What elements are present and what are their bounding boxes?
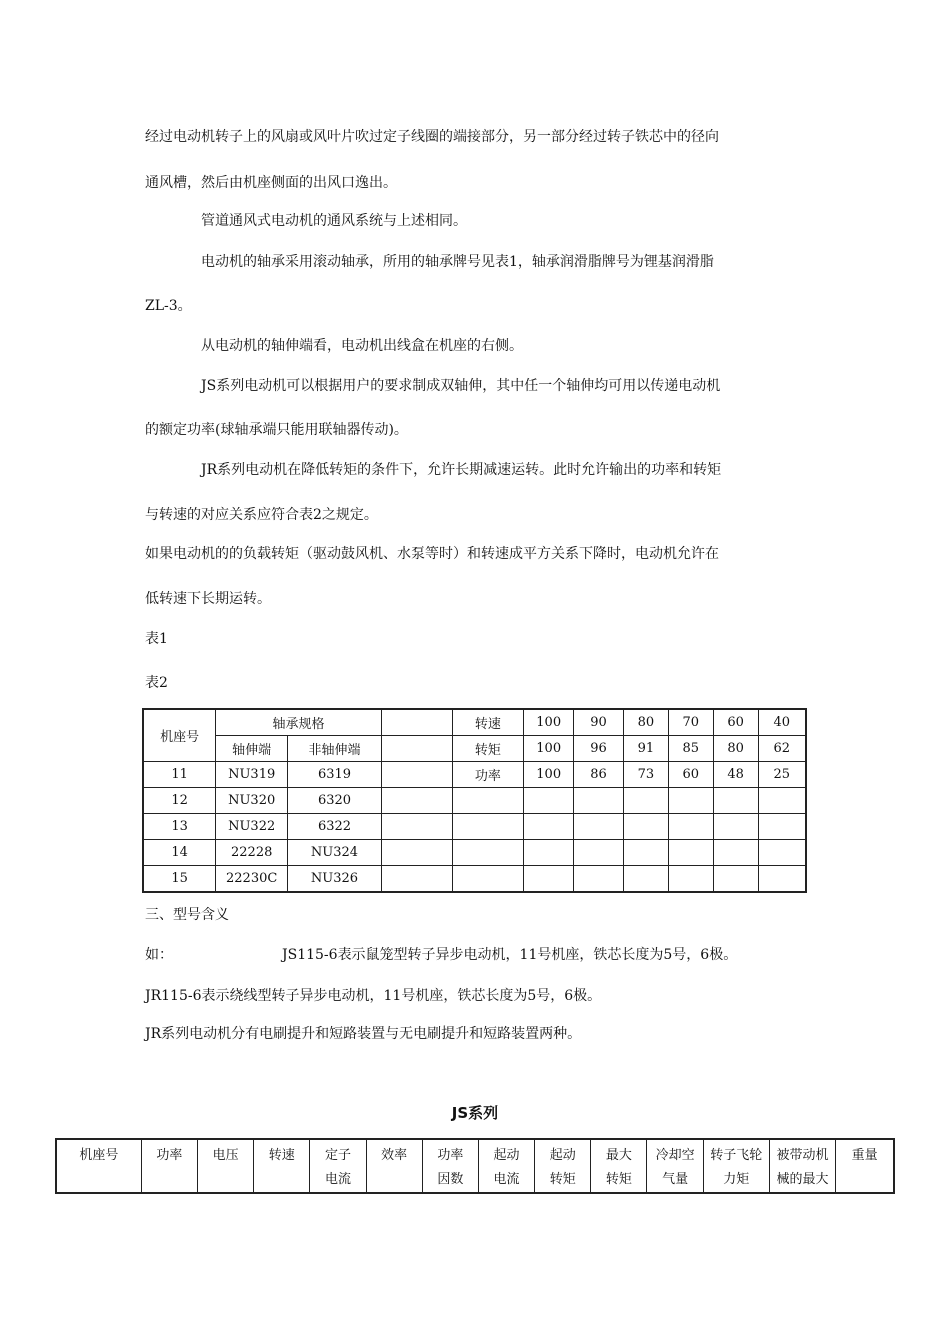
empty-cell [381,762,452,788]
table-row [143,788,806,814]
cell: 25 [758,762,806,788]
row-label: 转速 [452,709,524,736]
column-header: 被带动机 械的最大 [769,1139,835,1193]
cell: 60 [668,762,713,788]
column-header: 电压 [197,1139,253,1193]
paragraph-line: 如果电动机的的负载转矩（驱动鼓风机、水泵等时）和转速成平方关系下降时，电动机允许在 [145,546,719,562]
cell: 70 [668,709,713,736]
paragraph-line: 低转速下长期运转。 [145,591,271,607]
column-header: 最大 转矩 [591,1139,647,1193]
cell: NU322 [216,814,288,840]
paragraph-line: 管道通风式电动机的通风系统与上述相同。 [201,213,467,229]
section-heading: 三、型号含义 [145,907,229,923]
cell: 73 [623,762,668,788]
column-header: 起动 转矩 [535,1139,591,1193]
paragraph-line: JR115-6表示绕线型转子异步电动机，11号机座，铁芯长度为5号，6极。 [145,988,602,1004]
column-header: 功率 [141,1139,197,1193]
cell: NU319 [216,762,288,788]
cell: 100 [524,736,574,762]
cell: 12 [143,788,216,814]
paragraph-line: 通风槽，然后由机座侧面的出风口逸出。 [145,175,397,191]
table-header-row [56,1139,894,1193]
header-cell: 机座号 [143,709,216,762]
table-row [143,736,806,762]
row-label: 功率 [452,762,524,788]
cell: 14 [143,840,216,866]
table-row [143,866,806,893]
paragraph-line: 与转速的对应关系应符合表2之规定。 [145,507,378,523]
cell: 62 [758,736,806,762]
cell: NU324 [288,840,382,866]
paragraph-line: JR系列电动机分有电刷提升和短路装置与无电刷提升和短路装置两种。 [145,1026,582,1042]
cell: 86 [574,762,624,788]
cell: 80 [623,709,668,736]
cell: 100 [524,762,574,788]
cell: 90 [574,709,624,736]
cell: 40 [758,709,806,736]
column-header: 功率 因数 [422,1139,478,1193]
table-row [143,709,806,736]
cell: NU326 [288,866,382,893]
js-series-title: JS系列 [451,1104,499,1122]
js-series-table [55,1138,895,1194]
header-cell: 轴伸端 [216,736,288,762]
paragraph-line: 电动机的轴承采用滚动轴承，所用的轴承牌号见表1，轴承润滑脂牌号为锂基润滑脂 [201,254,714,270]
cell: 6322 [288,814,382,840]
column-header: 冷却空 气量 [647,1139,703,1193]
table-row [143,840,806,866]
paragraph-line: 经过电动机转子上的风扇或风叶片吹过定子线圈的端接部分，另一部分经过转子铁芯中的径向 [145,129,719,145]
example-prefix: 如： [145,947,173,963]
table-caption: 表2 [145,675,168,691]
empty-cell [381,736,452,762]
bearing-and-derating-table [142,708,807,893]
table-row [143,762,806,788]
table-caption: 表1 [145,631,168,647]
header-cell: 非轴伸端 [288,736,382,762]
cell: 91 [623,736,668,762]
cell: 6320 [288,788,382,814]
cell: 96 [574,736,624,762]
paragraph-line: ZL-3。 [145,298,192,314]
cell: NU320 [216,788,288,814]
paragraph-line: JR系列电动机在降低转矩的条件下，允许长期减速运转。此时允许输出的功率和转矩 [201,462,722,478]
cell: 48 [713,762,758,788]
column-header: 效率 [366,1139,422,1193]
column-header: 转速 [254,1139,310,1193]
column-header: 起动 电流 [478,1139,534,1193]
paragraph-line: JS系列电动机可以根据用户的要求制成双轴伸，其中任一个轴伸均可用以传递电动机 [201,378,721,394]
table-row [143,814,806,840]
cell: 6319 [288,762,382,788]
cell: 13 [143,814,216,840]
cell: 15 [143,866,216,893]
empty-cell [381,709,452,736]
header-cell: 轴承规格 [216,709,382,736]
column-header: 定子 电流 [310,1139,366,1193]
cell: 80 [713,736,758,762]
row-label: 转矩 [452,736,524,762]
cell: 22228 [216,840,288,866]
paragraph-line: JS115-6表示鼠笼型转子异步电动机，11号机座，铁芯长度为5号，6极。 [282,947,738,963]
column-header: 转子飞轮 力矩 [703,1139,769,1193]
paragraph-line: 的额定功率(球轴承端只能用联轴器传动)。 [145,422,408,438]
column-header: 机座号 [56,1139,141,1193]
cell: 85 [668,736,713,762]
cell: 11 [143,762,216,788]
paragraph-line: 从电动机的轴伸端看，电动机出线盒在机座的右侧。 [201,338,523,354]
column-header: 重量 [836,1139,894,1193]
cell: 22230C [216,866,288,893]
cell: 60 [713,709,758,736]
cell: 100 [524,709,574,736]
